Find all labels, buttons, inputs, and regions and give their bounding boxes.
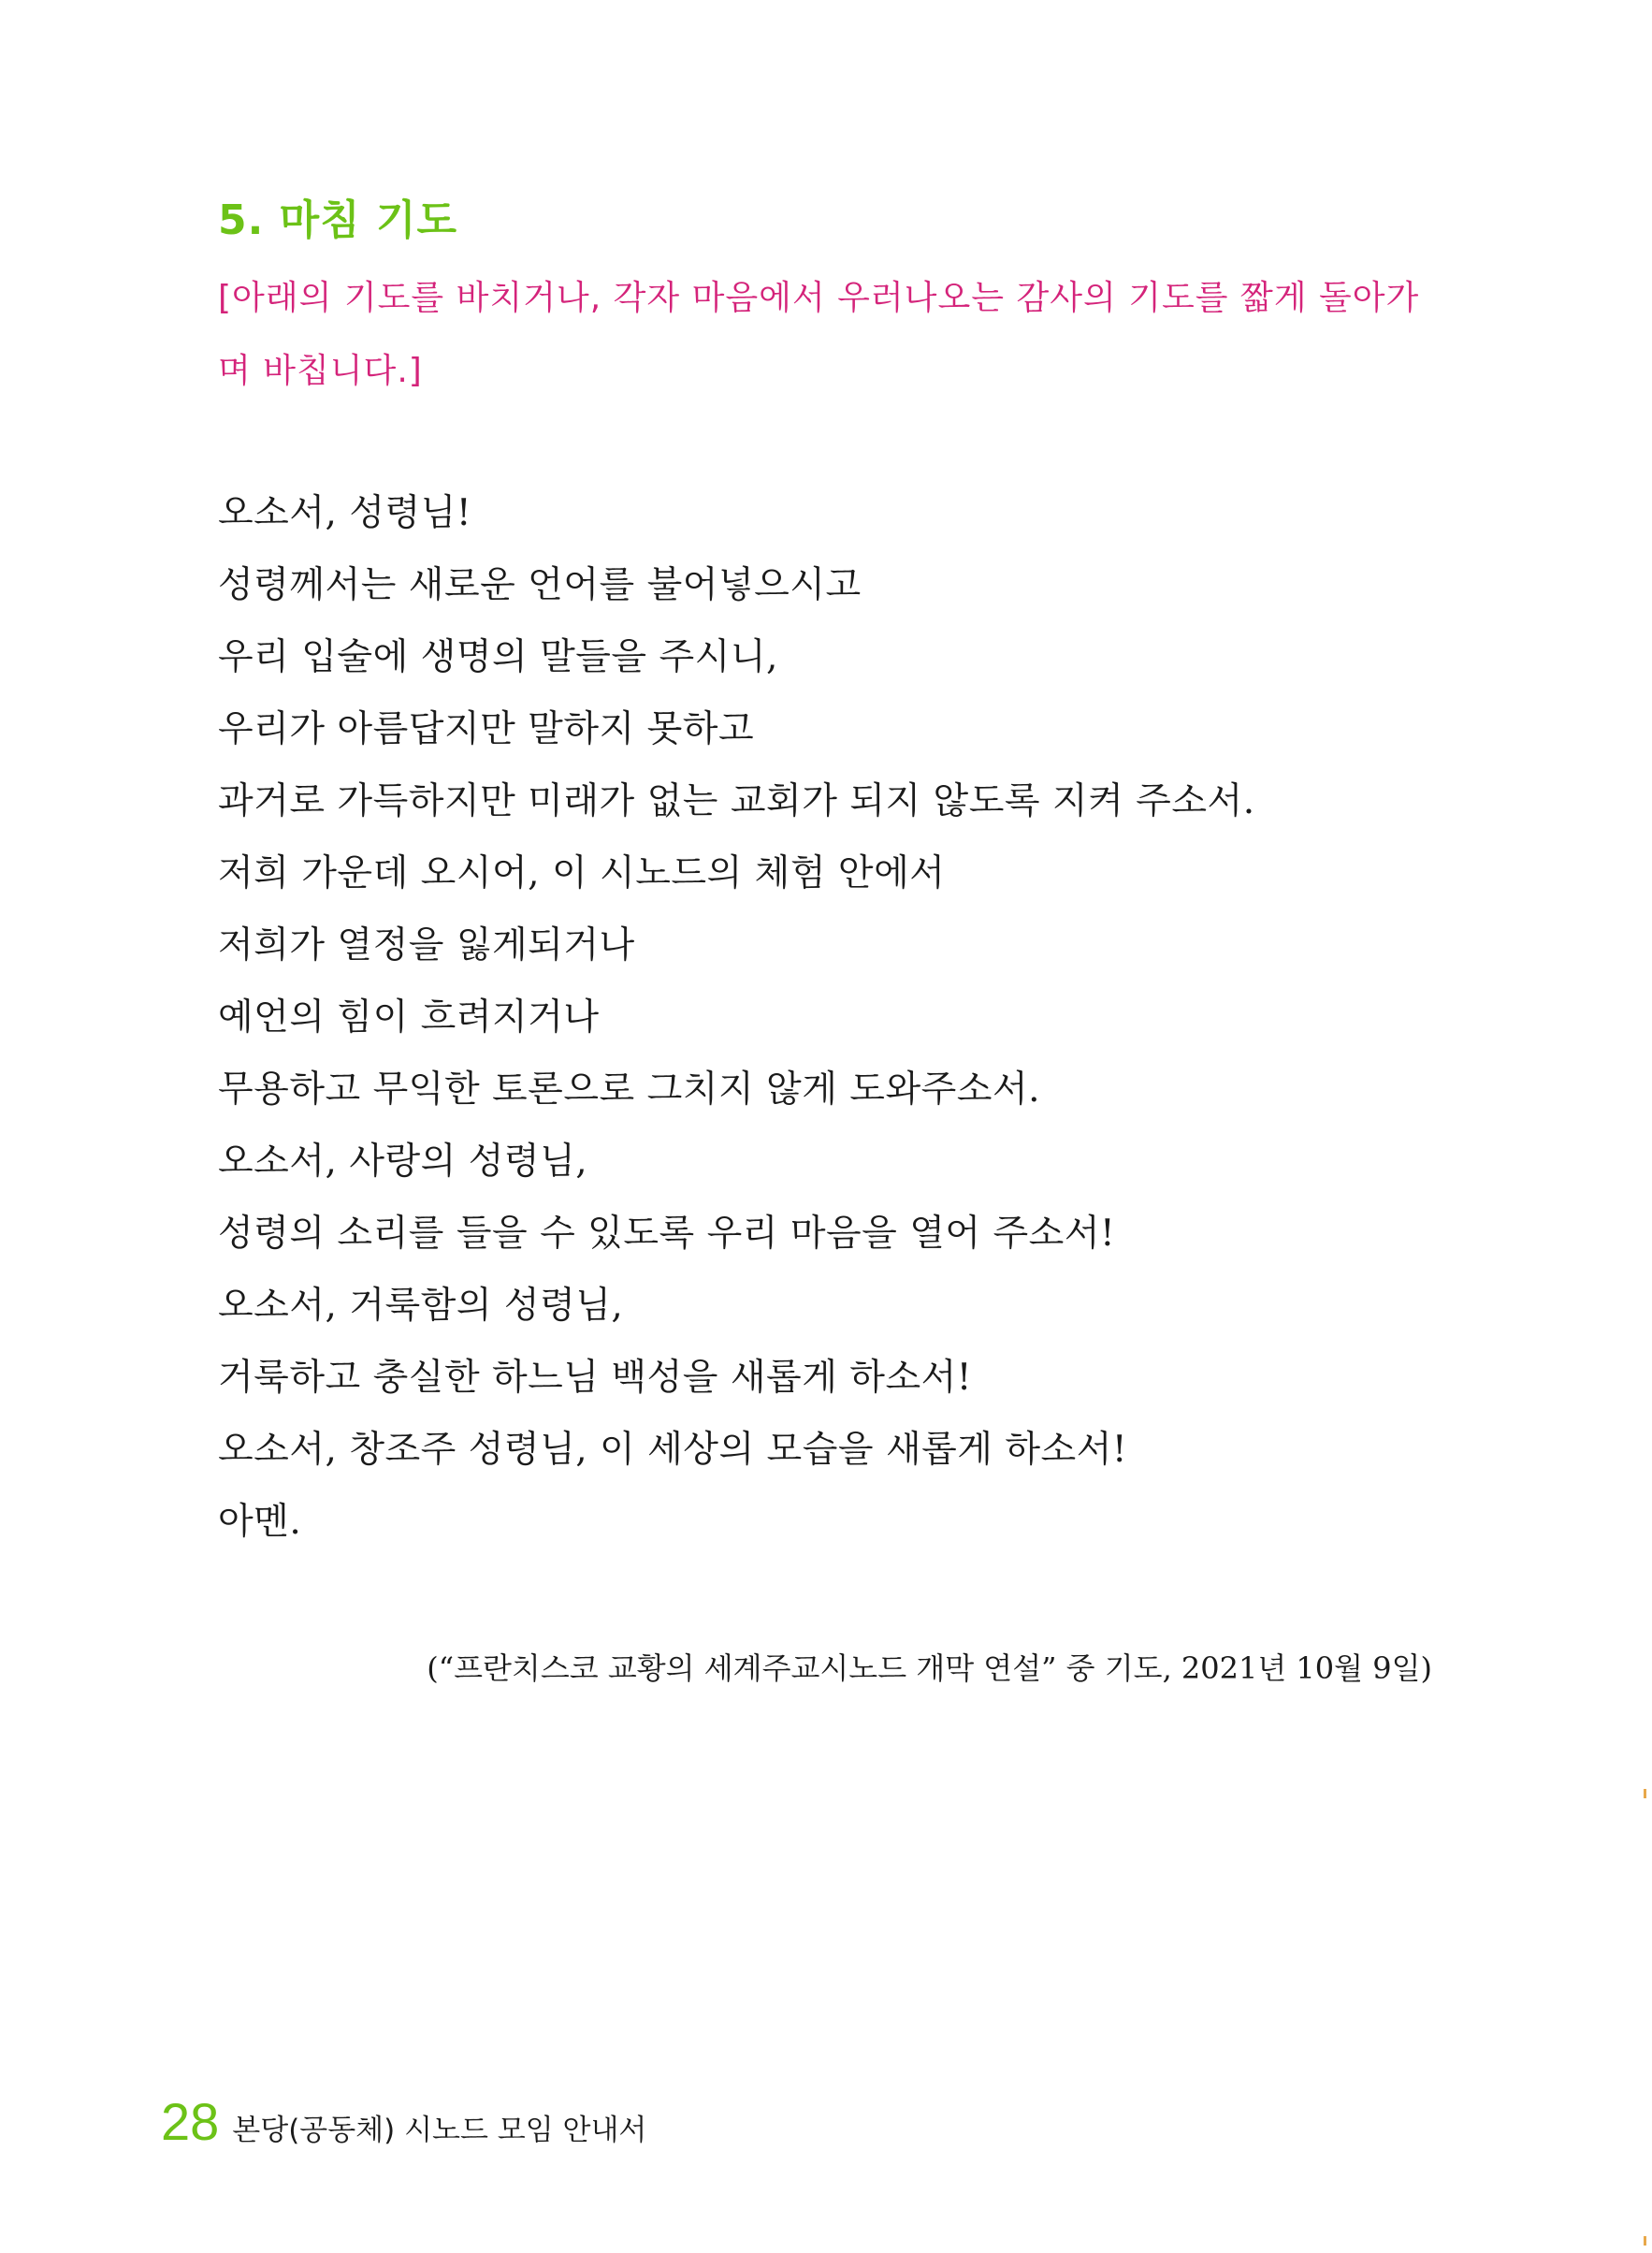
crop-mark xyxy=(1644,1789,1646,1798)
prayer-line: 거룩하고 충실한 하느님 백성을 새롭게 하소서! xyxy=(218,1357,972,1399)
section-instruction: [아래의 기도를 바치거나, 각자 마음에서 우러나오는 감사의 기도를 짧게 돌아가며 바칩니다.] xyxy=(218,279,1420,390)
prayer-line: 오소서, 사랑의 성령님, xyxy=(218,1141,588,1183)
prayer-line: 예언의 힘이 흐려지거나 xyxy=(218,996,600,1039)
prayer-line: 오소서, 성령님! xyxy=(218,492,472,534)
section-title: 5. 마침 기도 xyxy=(218,196,457,244)
prayer-line: 오소서, 창조주 성령님, 이 세상의 모습을 새롭게 하소서! xyxy=(218,1429,1128,1471)
prayer-line: 성령께서는 새로운 언어를 불어넣으시고 xyxy=(218,564,862,606)
prayer-line: 우리 입술에 생명의 말들을 주시니, xyxy=(218,636,778,678)
prayer-line: 무용하고 무익한 토론으로 그치지 않게 도와주소서. xyxy=(218,1068,1041,1111)
prayer-line: 우리가 아름답지만 말하지 못하고 xyxy=(218,708,755,750)
running-title: 본당(공동체) 시노드 모임 안내서 xyxy=(232,2114,647,2147)
crop-mark xyxy=(1644,2236,1646,2246)
prayer-line: 성령의 소리를 들을 수 있도록 우리 마음을 열어 주소서! xyxy=(218,1213,1116,1255)
page-number: 28 xyxy=(161,2092,220,2151)
prayer-line: 아멘. xyxy=(218,1501,302,1543)
prayer-line: 과거로 가득하지만 미래가 없는 교회가 되지 않도록 지켜 주소서. xyxy=(218,780,1255,822)
prayer-line: 오소서, 거룩함의 성령님, xyxy=(218,1285,624,1327)
prayer-citation: (“프란치스코 교황의 세계주교시노드 개막 연설” 중 기도, 2021년 10월 9일) xyxy=(427,1650,1432,1686)
prayer-line: 저희가 열정을 잃게되거나 xyxy=(218,924,635,967)
prayer-text xyxy=(218,477,1255,1558)
prayer-line: 저희 가운데 오시어, 이 시노드의 체험 안에서 xyxy=(218,852,946,894)
page-footer xyxy=(161,2092,646,2152)
